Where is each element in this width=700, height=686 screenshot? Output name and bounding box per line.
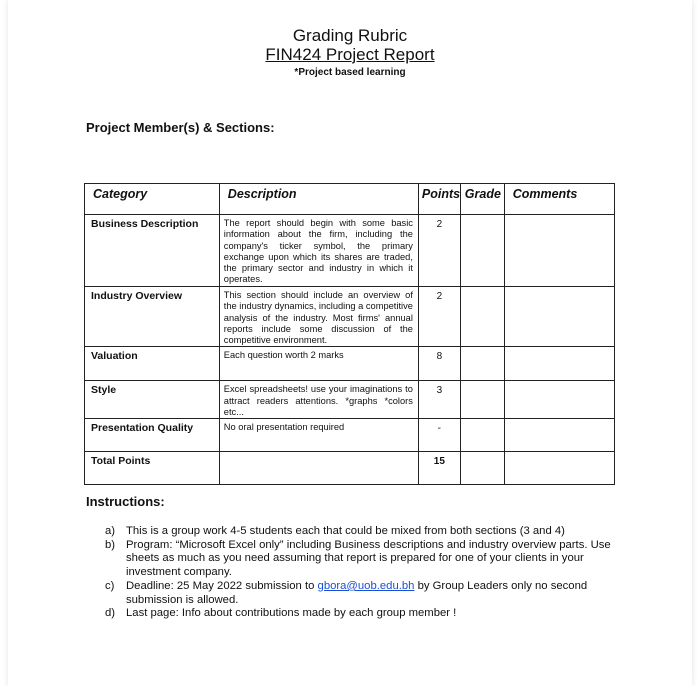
row-category: Presentation Quality [85,419,220,452]
row-points: 8 [418,347,460,381]
row-description: Excel spreadsheets! use your imaginations to attract readers attentions. *graphs *colors etc... [219,381,418,419]
instructions-heading: Instructions: [86,494,165,509]
row-category: Industry Overview [85,287,220,347]
header-grade: Grade [460,184,504,215]
list-item [105,525,625,539]
row-points: 2 [418,287,460,347]
row-description: This section should include an overview of the industry dynamics, including a competitive analysis of the industry. Most firms' annual reports include some discussion of the competitive environment. [219,287,418,347]
header-comments: Comments [504,184,614,215]
list-item [105,539,625,580]
item-text: Program: “Microsoft Excel only” including Business descriptions and industry overview parts. Use sheets as much as you need assuming that report is prepared for one of your clients in your investment company. [126,538,611,579]
row-comments[interactable] [504,287,614,347]
header-description: Description [219,184,418,215]
table-row [85,381,615,419]
row-category: Valuation [85,347,220,381]
row-points: - [418,419,460,452]
item-text: Deadline: 25 May 2022 submission to gbora@uob.edu.bh by Group Leaders only no second submission is allowed. [126,579,588,606]
row-comments[interactable] [504,347,614,381]
total-points: 15 [418,452,460,485]
list-item [105,607,625,621]
row-description: Each question worth 2 marks [219,347,418,381]
table-row [85,419,615,452]
item-text: Last page: Info about contributions made by each group member ! [126,607,457,620]
row-grade[interactable] [460,215,504,287]
instructions-list [105,525,625,621]
email-link[interactable]: gbora@uob.edu.bh [317,579,415,592]
course-title: FIN424 Project Report [265,45,435,64]
table-row [85,215,615,287]
row-grade[interactable] [460,452,504,485]
table-row-total [85,452,615,485]
members-label: Project Member(s) & Sections: [86,120,275,135]
header-category: Category [85,184,220,215]
table-row [85,287,615,347]
row-comments[interactable] [504,419,614,452]
row-points: 3 [418,381,460,419]
row-points: 2 [418,215,460,287]
list-item [105,580,625,607]
table-row [85,347,615,381]
page-title: Grading Rubric [292,26,408,45]
row-grade[interactable] [460,381,504,419]
row-category: Total Points [85,452,220,485]
row-grade[interactable] [460,419,504,452]
row-description: The report should begin with some basic information about the firm, including the company's ticker symbol, the primary exchange upon which its shares are traded, the primary sector and industry in which it operates. [219,215,418,287]
row-description: No oral presentation required [219,419,418,452]
subtitle: *Project based learning [294,67,406,78]
row-description [219,452,418,485]
item-label: d) [105,607,116,620]
row-grade[interactable] [460,347,504,381]
item-label: a) [105,525,116,537]
row-grade[interactable] [460,287,504,347]
row-category: Business Description [85,215,220,287]
item-label: c) [105,579,115,592]
row-comments[interactable] [504,215,614,287]
row-comments[interactable] [504,452,614,485]
header-points: Points [418,184,460,215]
row-comments[interactable] [504,381,614,419]
item-label: b) [105,538,116,551]
table-header-row [85,184,615,215]
row-category: Style [85,381,220,419]
rubric-table [84,183,615,485]
item-text: This is a group work 4-5 students each that could be mixed from both sections (3 and 4) [126,525,565,537]
